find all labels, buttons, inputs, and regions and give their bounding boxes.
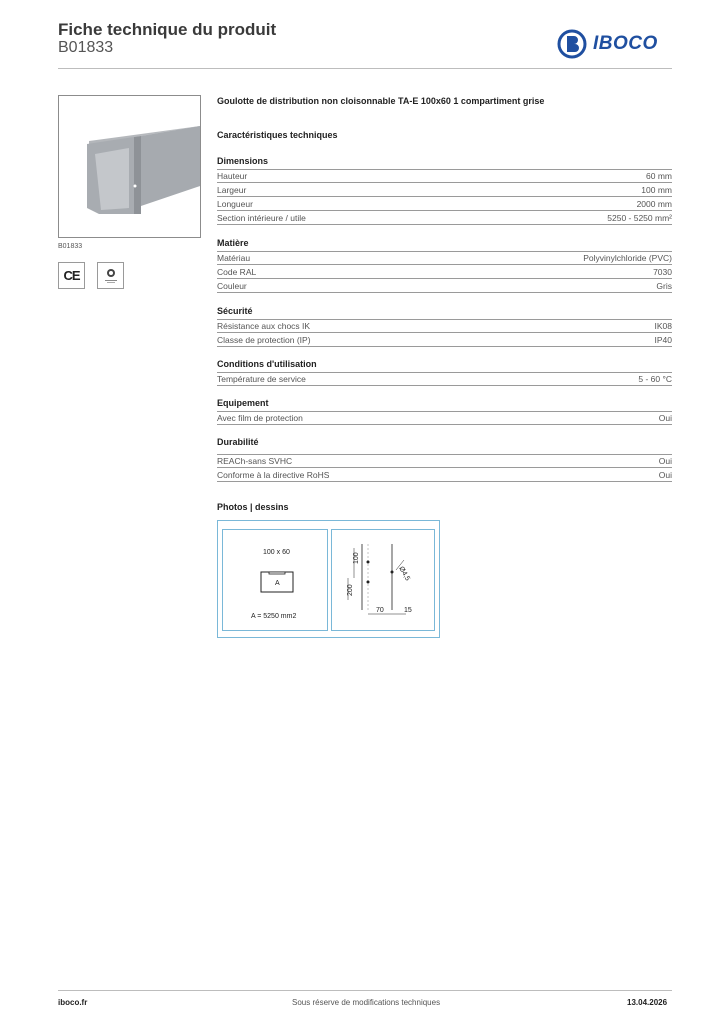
spec-row <box>217 251 672 265</box>
group-title-safety: Sécurité <box>217 306 253 316</box>
dim-15: 15 <box>404 607 412 614</box>
footer-disclaimer: Sous réserve de modifications techniques <box>292 998 441 1007</box>
spec-label: Température de service <box>217 374 306 384</box>
spec-label: Couleur <box>217 281 247 291</box>
spec-row <box>217 211 672 225</box>
logo-text: IBOCO <box>593 33 658 54</box>
spec-label: Largeur <box>217 185 247 195</box>
spec-value: 2000 mm <box>636 199 672 209</box>
ce-mark-icon: CE <box>58 262 85 289</box>
dim-70: 70 <box>376 607 384 614</box>
photos-heading: Photos | dessins <box>217 502 289 512</box>
spec-label: Code RAL <box>217 267 257 277</box>
spec-value: Gris <box>656 281 672 291</box>
spec-label: Hauteur <box>217 171 248 181</box>
dim-hole: Ø4,5 <box>397 565 411 583</box>
photo-caption: B01833 <box>58 243 83 250</box>
page-title: Fiche technique du produit <box>58 20 277 39</box>
header-divider <box>58 68 672 69</box>
spec-value: IK08 <box>654 321 672 331</box>
spec-row <box>217 169 672 183</box>
spec-value: IP40 <box>654 335 672 345</box>
size-label: 100 x 60 <box>263 549 290 556</box>
group-title-dimensions: Dimensions <box>217 156 269 166</box>
spec-row <box>217 197 672 211</box>
spec-value: 5 - 60 °C <box>638 374 672 384</box>
hole-drawing <box>331 529 435 631</box>
dim-200: 200 <box>347 584 354 596</box>
spec-row <box>217 279 672 293</box>
spec-row <box>217 319 672 333</box>
quality-seal-icon <box>97 262 124 289</box>
spec-row <box>217 411 672 425</box>
footer-divider <box>58 990 672 991</box>
section-drawing <box>222 529 328 631</box>
spec-row <box>217 372 672 386</box>
spec-label: REACh-sans SVHC <box>217 456 293 466</box>
spec-value: Oui <box>658 413 672 423</box>
spec-value: 5250 - 5250 mm² <box>607 213 672 223</box>
area-letter: A <box>275 580 280 587</box>
spec-value: 60 mm <box>646 171 672 181</box>
spec-label: Section intérieure / utile <box>217 213 306 223</box>
group-title-usage: Conditions d'utilisation <box>217 359 317 369</box>
spec-row <box>217 468 672 482</box>
product-description: Goulotte de distribution non cloisonnable TA-E 100x60 1 compartiment grise <box>217 96 545 106</box>
spec-label: Classe de protection (IP) <box>217 335 311 345</box>
spec-value: 100 mm <box>641 185 672 195</box>
spec-label: Avec film de protection <box>217 413 303 423</box>
drawings-panel <box>217 520 440 638</box>
footer-date: 13.04.2026 <box>627 998 668 1007</box>
spec-row <box>217 333 672 347</box>
group-title-durability: Durabilité <box>217 437 259 447</box>
spec-value: Oui <box>658 470 672 480</box>
brand-logo <box>557 29 675 59</box>
group-title-equipment: Equipement <box>217 398 269 408</box>
product-code: B01833 <box>58 39 114 56</box>
spec-label: Résistance aux chocs IK <box>217 321 311 331</box>
spec-value: 7030 <box>653 267 672 277</box>
area-label: A = 5250 mm2 <box>251 613 297 620</box>
iboco-logo-icon <box>557 29 587 59</box>
spec-label: Matériau <box>217 253 251 263</box>
spec-value: Polyvinylchloride (PVC) <box>583 253 672 263</box>
spec-row <box>217 265 672 279</box>
spec-row <box>217 454 672 468</box>
group-title-material: Matière <box>217 238 249 248</box>
spec-label: Conforme à la directive RoHS <box>217 470 330 480</box>
product-photo <box>58 95 201 238</box>
tech-specs-heading: Caractéristiques techniques <box>217 130 338 140</box>
footer-website-link[interactable]: iboco.fr <box>58 998 88 1007</box>
spec-value: Oui <box>658 456 672 466</box>
spec-row <box>217 183 672 197</box>
cable-duct-illustration <box>59 96 200 237</box>
dim-100: 100 <box>353 552 360 564</box>
spec-label: Longueur <box>217 199 253 209</box>
